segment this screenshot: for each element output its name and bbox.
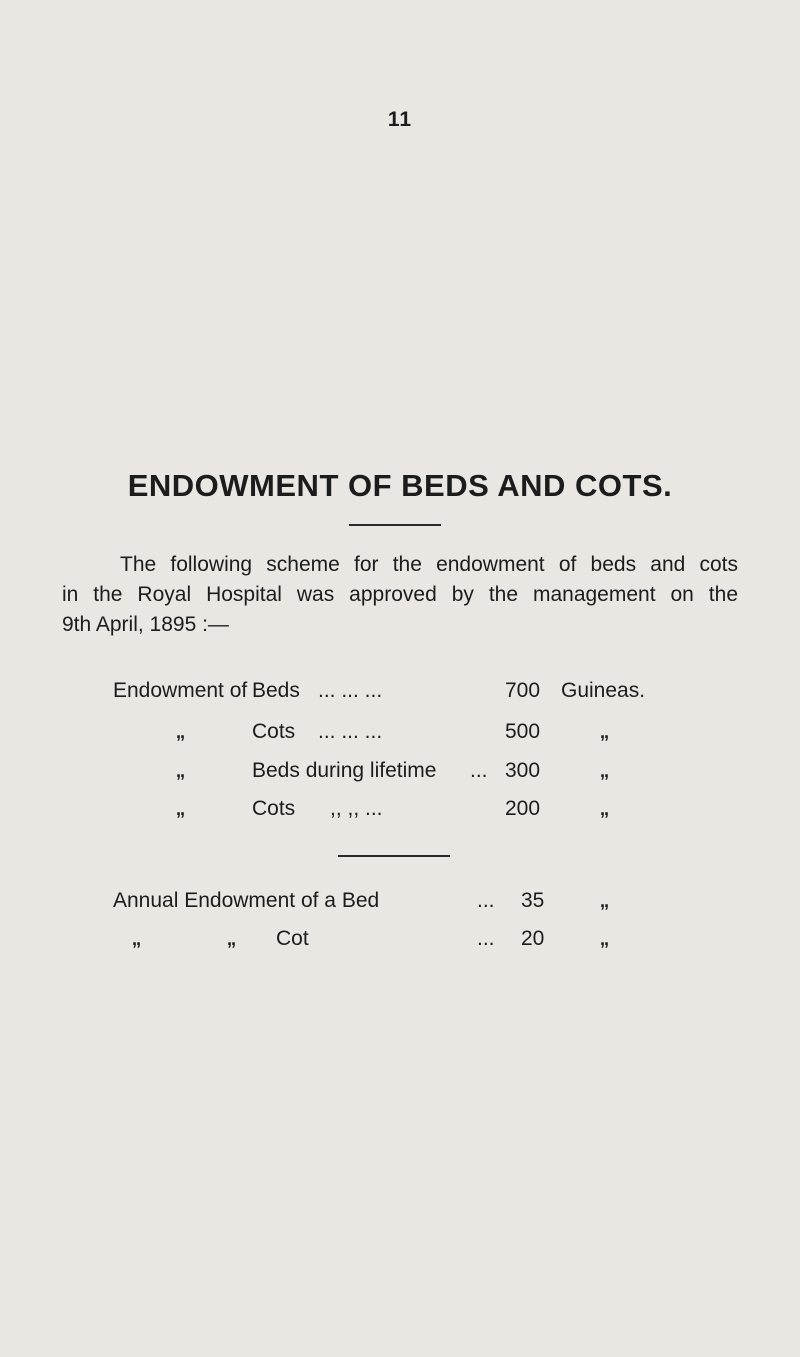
section-rule [338, 855, 450, 857]
ditto-mark: ,, [132, 929, 141, 949]
schedule-dots: ... ... ... [318, 679, 383, 702]
schedule-item: Cots [252, 720, 296, 743]
schedule-amount: 200 [505, 797, 541, 820]
schedule-dots: ... ... ... [318, 720, 383, 743]
ditto-mark: ,, [176, 722, 185, 742]
ditto-mark: ,, [600, 929, 609, 949]
intro-line-3: 9th April, 1895 :— [62, 613, 229, 636]
schedule-item: Cots [252, 797, 296, 820]
annual-dots: ... [477, 927, 495, 950]
annual-dots: ... [477, 889, 495, 912]
schedule-amount: 500 [505, 720, 541, 743]
annual-amount: 20 [521, 927, 545, 950]
ditto-mark: ,, [176, 799, 185, 819]
schedule-prefix: Endowment of [113, 679, 248, 702]
page-title: ENDOWMENT OF BEDS AND COTS. [127, 468, 673, 503]
title-rule [349, 524, 441, 526]
schedule-dots: ... [470, 759, 488, 782]
ditto-mark: ,, [176, 761, 185, 781]
annual-item: Cot [276, 927, 309, 950]
schedule-amount: 700 [505, 679, 541, 702]
annual-label: Annual Endowment of a Bed [113, 889, 380, 912]
schedule-dots: ,, ,, ... [330, 797, 383, 820]
intro-line-1: The following scheme for the endowment of beds and cots [120, 553, 738, 576]
intro-line-2: in the Royal Hospital was approved by the management on the [62, 583, 738, 606]
schedule-item: Beds [252, 679, 300, 702]
page-number: 11 [387, 108, 413, 131]
schedule-unit: Guineas. [561, 679, 646, 702]
schedule-item: Beds during lifetime [252, 759, 437, 782]
ditto-mark: ,, [600, 799, 609, 819]
ditto-mark: ,, [600, 722, 609, 742]
ditto-mark: ,, [600, 761, 609, 781]
schedule-amount: 300 [505, 759, 541, 782]
ditto-mark: ,, [227, 929, 236, 949]
annual-amount: 35 [521, 889, 545, 912]
ditto-mark: ,, [600, 891, 609, 911]
